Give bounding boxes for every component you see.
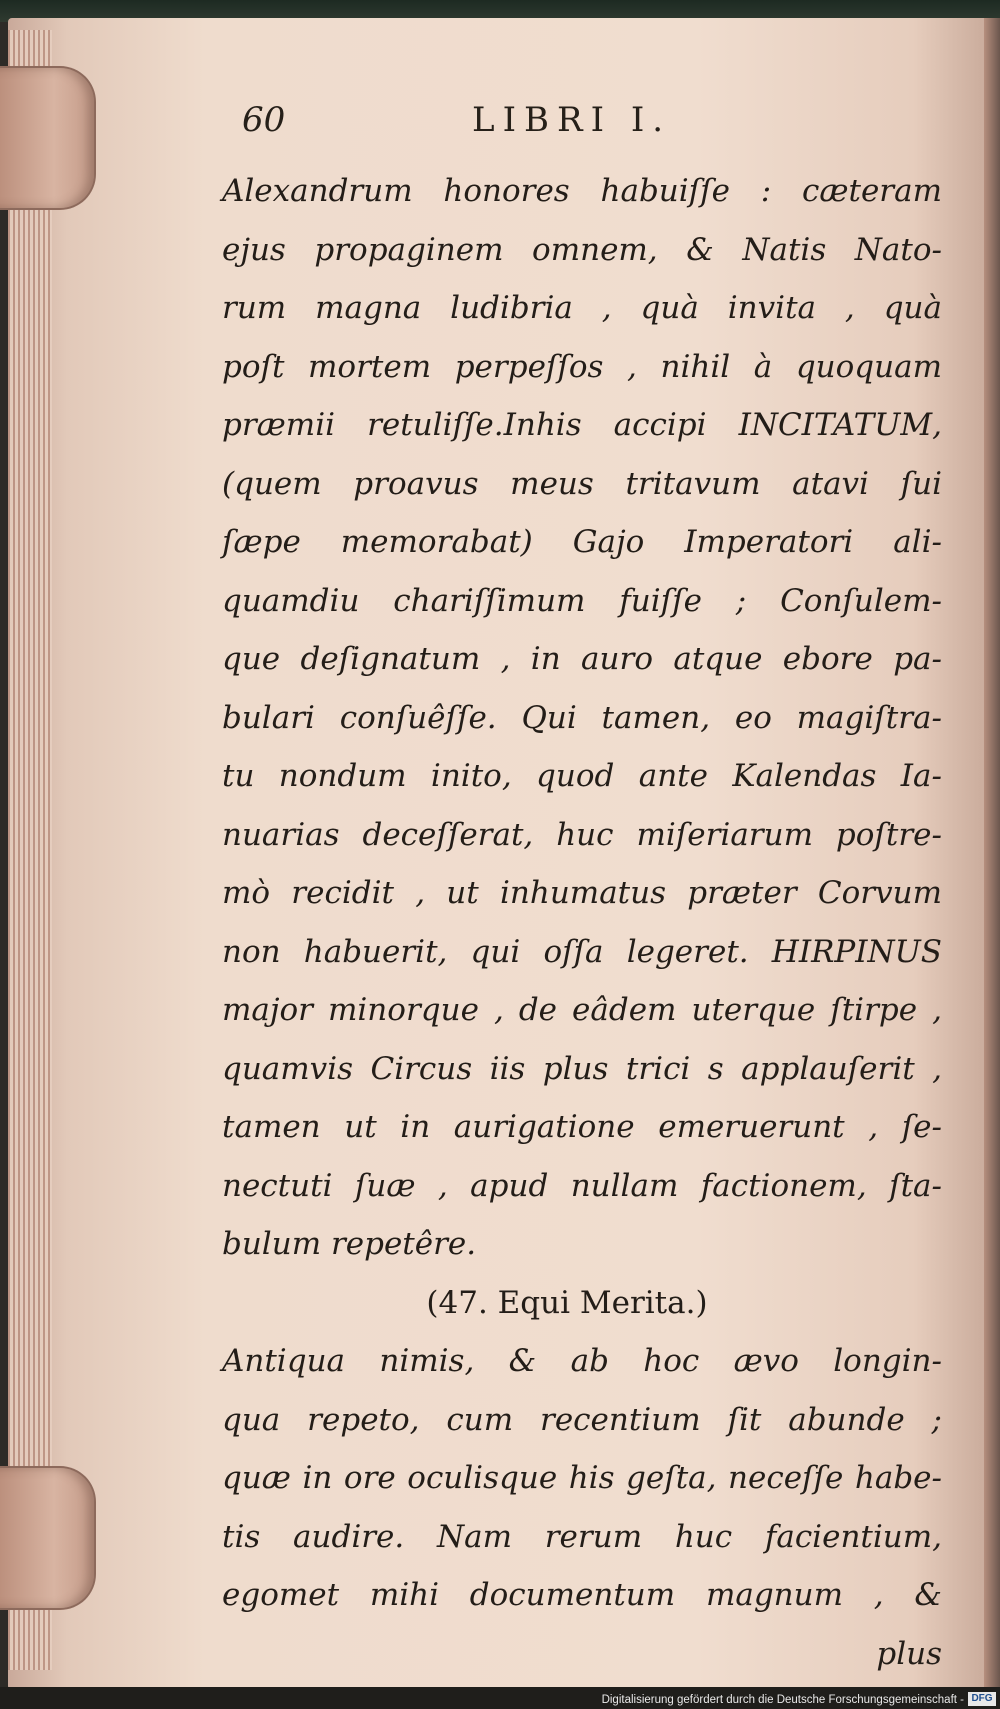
- text-line: quamdiu chariſſimum fuiſſe ; Conſulem-: [222, 582, 942, 619]
- text-line: tis audire. Nam rerum huc facientium,: [222, 1518, 942, 1555]
- text-line: quamvis Circus iis plus trici s applauſerit ,: [222, 1050, 942, 1087]
- running-head: LIBRI I.: [472, 100, 672, 140]
- text-line: non habuerit, qui oſſa legeret. HIRPINUS: [222, 933, 942, 970]
- text-line: bulum repetêre.: [222, 1226, 477, 1262]
- text-line: Antiqua nimis, & ab hoc ævo longin-: [222, 1343, 942, 1379]
- catchword: plus: [876, 1635, 942, 1672]
- text-line: egomet mihi documentum magnum , &: [222, 1577, 942, 1613]
- digitization-footer: [0, 1687, 1000, 1709]
- dfg-logo: DFG: [968, 1692, 996, 1706]
- funding-credit: Digitalisierung gefördert durch die Deutsche Forschungsgemeinschaft -: [601, 1694, 964, 1706]
- page-number: 60: [242, 100, 286, 140]
- text-line: que deſignatum , in auro atque ebore pa-: [222, 641, 942, 677]
- clasp-bottom: [0, 1466, 96, 1610]
- clasp-top: [0, 66, 96, 210]
- body-text: [222, 162, 942, 1683]
- text-line: ſæpe memorabat) Gajo Imperatori ali-: [222, 524, 942, 560]
- text-line: Alexandrum honores habuiſſe : cæteram: [222, 173, 942, 209]
- text-line: nectuti ſuæ , apud nullam factionem, ſta-: [222, 1167, 942, 1204]
- text-line: præmii retuliſſe.Inhis accipi INCITATUM,: [222, 407, 942, 443]
- text-line: rum magna ludibria , quà invita , quà: [222, 290, 942, 326]
- text-line: nuarias deceſſerat, huc miſeriarum poſtre-: [222, 816, 942, 853]
- text-line: tamen ut in aurigatione emeruerunt , ſe-: [222, 1109, 942, 1145]
- page-stack-edge: [8, 30, 52, 1670]
- text-line: qua repeto, cum recentium ſit abunde ;: [222, 1401, 942, 1438]
- right-gutter: [984, 18, 1000, 1688]
- text-line: major minorque , de eâdem uterque ſtirpe ,: [222, 992, 942, 1028]
- text-line: mò recidit , ut inhumatus præter Corvum: [222, 875, 942, 911]
- section-heading: (47. Equi Merita.): [426, 1284, 708, 1321]
- text-line: quæ in ore oculisque his geſta, neceſſe habe-: [222, 1460, 942, 1496]
- text-line: bulari conſuêſſe. Qui tamen, eo magiſtra-: [222, 699, 942, 736]
- text-line: (quem proavus meus tritavum atavi ſui: [222, 465, 942, 502]
- page-header: [242, 100, 742, 146]
- text-line: ejus propaginem omnem, & Natis Nato-: [222, 231, 942, 268]
- text-line: tu nondum inito, quod ante Kalendas Ia-: [222, 758, 942, 794]
- text-line: poſt mortem perpeſſos , nihil à quoquam: [222, 348, 942, 385]
